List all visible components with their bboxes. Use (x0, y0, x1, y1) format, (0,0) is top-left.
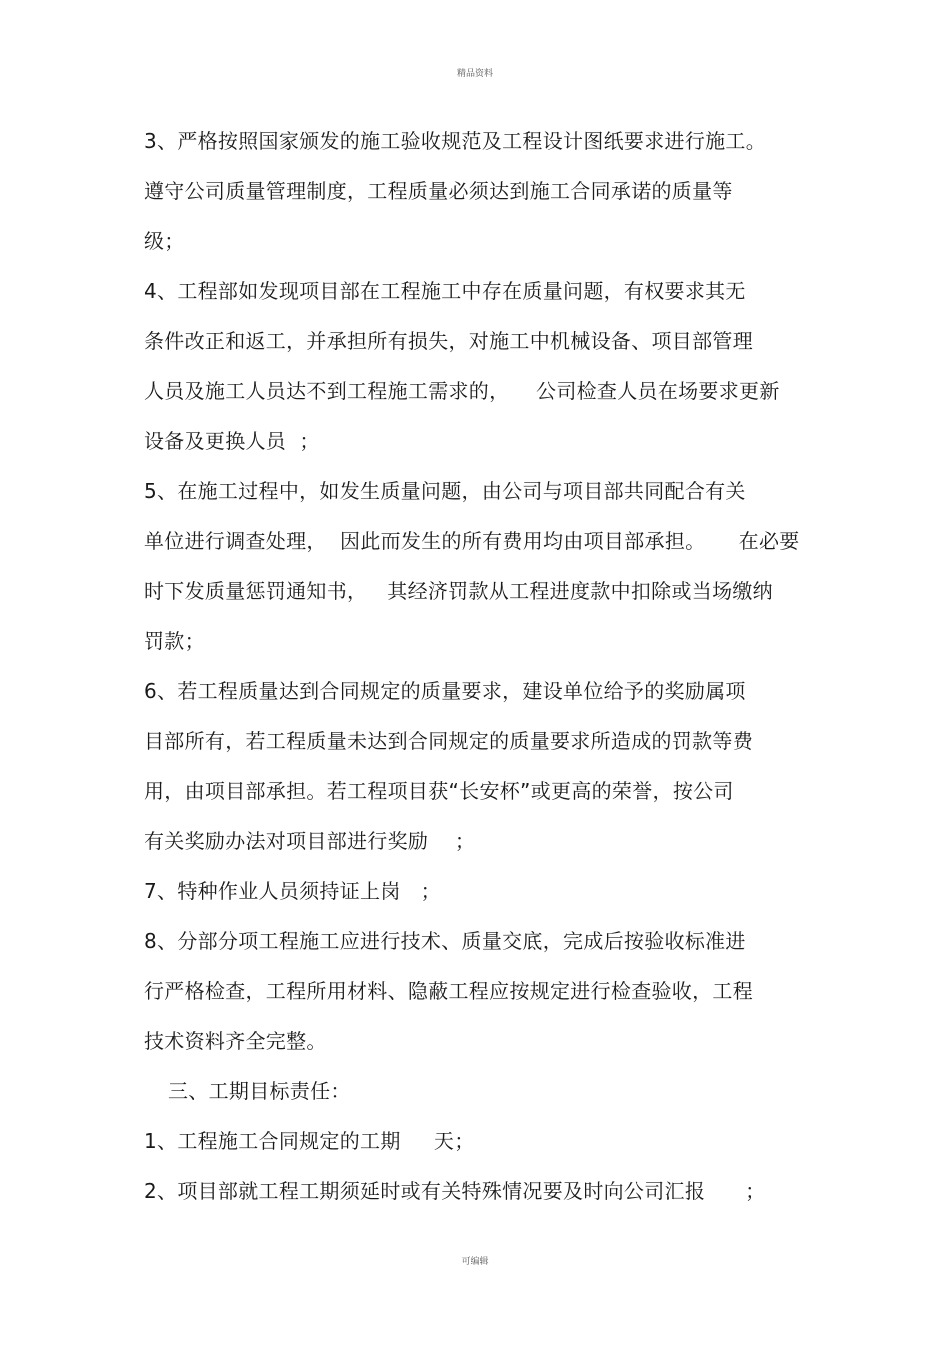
text-line: 1、工程施工合同规定的工期 天； (144, 1129, 475, 1153)
text-line: 设备及更换人员 ； (144, 429, 320, 453)
text-line: 时下发质量惩罚通知书， 其经济罚款从工程进度款中扣除或当场缴纳 (144, 579, 773, 603)
footer-watermark: 可编辑 (461, 1257, 489, 1267)
text-line: 5、在施工过程中，如发生质量问题，由公司与项目部共同配合有关 (144, 479, 746, 503)
text-line: 8、分部分项工程施工应进行技术、质量交底，完成后按验收标准进 (144, 929, 746, 953)
text-line: 人员及施工人员达不到工程施工需求的， 公司检查人员在场要求更新 (144, 379, 780, 403)
text-line: 3、严格按照国家颁发的施工验收规范及工程设计图纸要求进行施工。 (144, 129, 767, 153)
text-line: 罚款； (144, 629, 205, 653)
text-line: 级； (144, 229, 185, 253)
text-line: 有关奖励办法对项目部进行奖励 ； (144, 829, 476, 853)
text-line: 目部所有，若工程质量未达到合同规定的质量要求所造成的罚款等费 (144, 729, 753, 753)
text-line: 条件改正和返工，并承担所有损失，对施工中机械设备、项目部管理 (144, 329, 753, 353)
text-line: 单位进行调查处理， 因此而发生的所有费用均由项目部承担。 在必要 (144, 529, 800, 553)
text-line: 用，由项目部承担。若工程项目获“长安杯”或更高的荣誉，按公司 (144, 779, 734, 803)
text-line: 6、若工程质量达到合同规定的质量要求，建设单位给予的奖励属项 (144, 679, 746, 703)
text-line: 2、项目部就工程工期须延时或有关特殊情况要及时向公司汇报 ； (144, 1179, 766, 1203)
section-heading: 三、工期目标责任： (168, 1079, 351, 1103)
header-watermark: 精品资料 (456, 69, 493, 79)
text-line: 技术资料齐全完整。 (144, 1029, 327, 1053)
text-line: 4、工程部如发现项目部在工程施工中存在质量问题，有权要求其无 (144, 279, 746, 303)
body-text (144, 122, 824, 1222)
text-line: 行严格检查，工程所用材料、隐蔽工程应按规定进行检查验收，工程 (144, 979, 753, 1003)
text-line: 7、特种作业人员须持证上岗 ； (144, 879, 441, 903)
text-line: 遵守公司质量管理制度，工程质量必须达到施工合同承诺的质量等 (144, 179, 733, 203)
